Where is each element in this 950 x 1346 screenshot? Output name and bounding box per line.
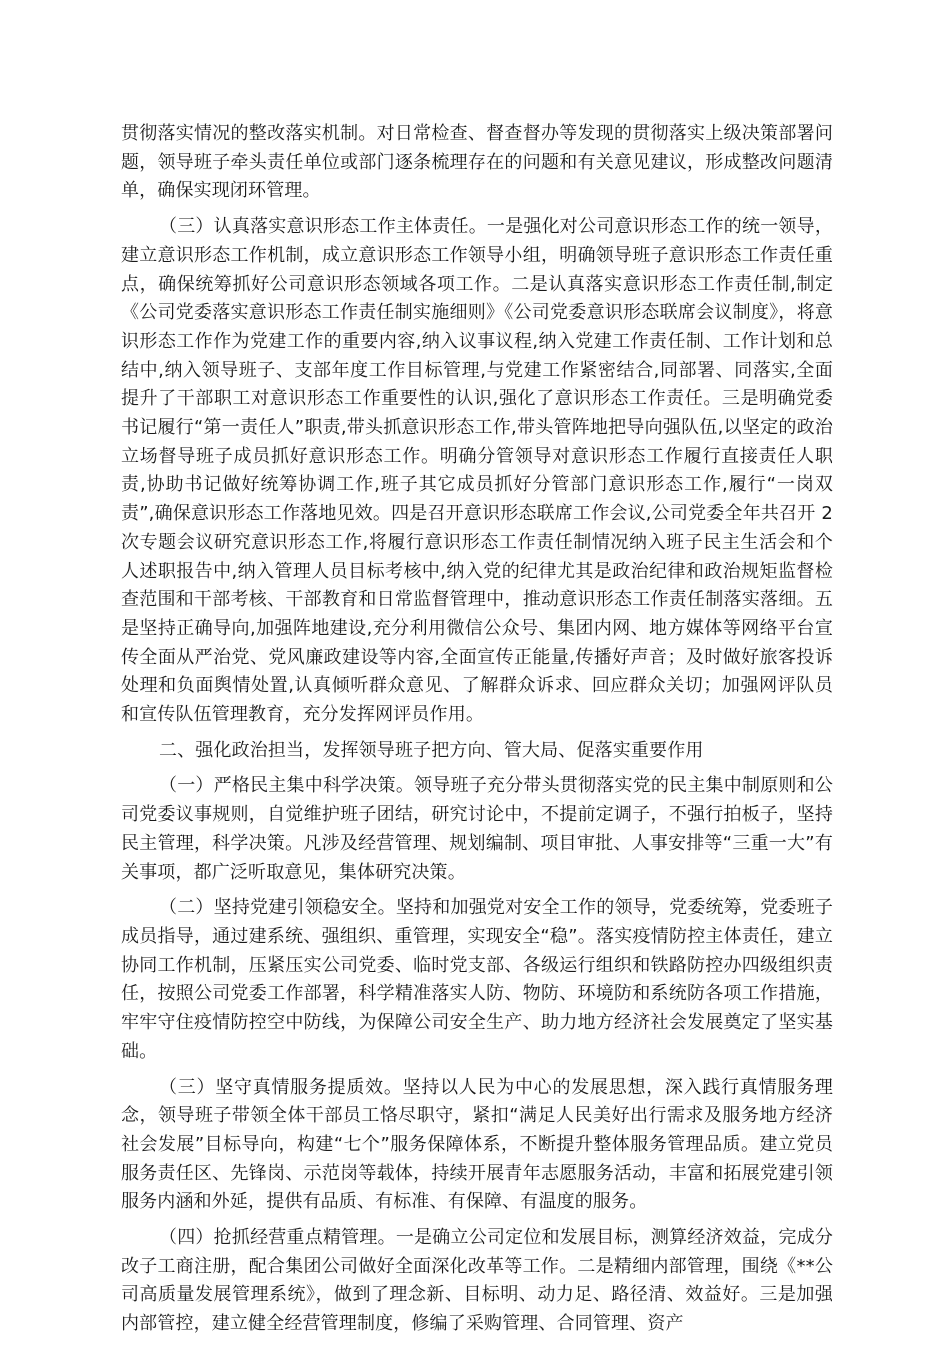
- paragraph-implementation-mechanism: 贯彻落实情况的整改落实机制。对日常检查、督查督办等发现的贯彻落实上级决策部署问题，领导班子牵头责任单位或部门逐条梳理存在的问题和有关意见建议，形成整改问题清单，确保实现闭环管理。: [121, 123, 833, 202]
- paragraph-service-quality: （三）坚守真情服务提质效。坚持以人民为中心的发展思想，深入践行真情服务理念，领导班子带领全体干部员工恪尽职守，紧扣“满足人民美好出行需求及服务地方经济社会发展”目标导向，构建“七个”服务保障体系，不断提升整体服务管理品质。建立党员服务责任区、先锋岗、示范岗等载体，持续开展青年志愿服务活动，丰富和拓展党建引领服务内涵和外延，提供有品质、有标准、有保障、有温度的服务。: [121, 1076, 833, 1213]
- paragraph-business-management: （四）抢抓经营重点精管理。一是确立公司定位和发展目标，测算经济效益，完成分改子工商注册，配合集团公司做好全面深化改革等工作。二是精细内部管理，围绕《**公司高质量发展管理系统》，做到了理念新、目标明、动力足、路径清、效益好。三是加强内部管控，建立健全经营管理制度，修编了采购管理、合同管理、资产: [121, 1227, 833, 1335]
- paragraph-party-building-safety: （二）坚持党建引领稳安全。坚持和加强党对安全工作的领导，党委统筹，党委班子成员指导，通过建系统、强组织、重管理，实现安全“稳”。落实疫情防控主体责任，建立协同工作机制，压紧压实公司党委、临时党支部、各级运行组织和铁路防控办四级组织责任，按照公司党委工作部署，科学精准落实人防、物防、环境防和系统防各项工作措施，牢牢守住疫情防控空中防线，为保障公司安全生产、助力地方经济社会发展奠定了坚实基础。: [121, 897, 833, 1062]
- paragraph-democratic-decision: （一）严格民主集中科学决策。领导班子充分带头贯彻落实党的民主集中制原则和公司党委议事规则，自觉维护班子团结，研究讨论中，不提前定调子，不强行拍板子，坚持民主管理，科学决策。凡涉及经营管理、规划编制、项目审批、人事安排等“三重一大”有关事项，都广泛听取意见，集体研究决策。: [121, 775, 833, 883]
- paragraph-ideology-responsibility: （三）认真落实意识形态工作主体责任。一是强化对公司意识形态工作的统一领导，建立意识形态工作机制，成立意识形态工作领导小组，明确领导班子意识形态工作责任重点，确保统筹抓好公司意识形态领域各项工作。二是认真落实意识形态工作责任制,制定《公司党委落实意识形态工作责任制实施细则》《公司党委意识形态联席会议制度》，将意识形态工作作为党建工作的重要内容,纳入议事议程,纳入党建工作责任制、工作计划和总结中,纳入领导班子、支部年度工作目标管理,与党建工作紧密结合,同部署、同落实,全面提升了干部职工对意识形态工作重要性的认识,强化了意识形态工作责任。三是明确党委书记履行“第一责任人”职责,带头抓意识形态工作,带头管阵地把导向强队伍,以坚定的政治立场督导班子成员抓好意识形态工作。明确分管领导对意识形态工作履行直接责任人职责,协助书记做好统筹协调工作,班子其它成员抓好分管部门意识形态工作,履行“一岗双责”,确保意识形态工作落地见效。四是召开意识形态联席工作会议,公司党委全年共召开 2 次专题会议研究意识形态工作,将履行意识形态工作责任制情况纳入班子民主生活会和个人述职报告中,纳入管理人员目标考核中,纳入党的纪律尤其是政治纪律和政治规矩监督检查范围和干部考核、干部教育和日常监督管理中，推动意识形态工作责任制落实落细。五是坚持正确导向,加强阵地建设,充分利用微信公众号、集团内网、地方媒体等网络平台宣传全面从严治党、党风廉政建设等内容,全面宣传正能量,传播好声音；及时做好旅客投诉处理和负面舆情处置,认真倾听群众意见、了解群众诉求、回应群众关切；加强网评队员和宣传队伍管理教育，充分发挥网评员作用。: [121, 216, 833, 726]
- section-heading-political-responsibility: 二、强化政治担当，发挥领导班子把方向、管大局、促落实重要作用: [159, 739, 704, 761]
- document-page: [121, 120, 833, 1346]
